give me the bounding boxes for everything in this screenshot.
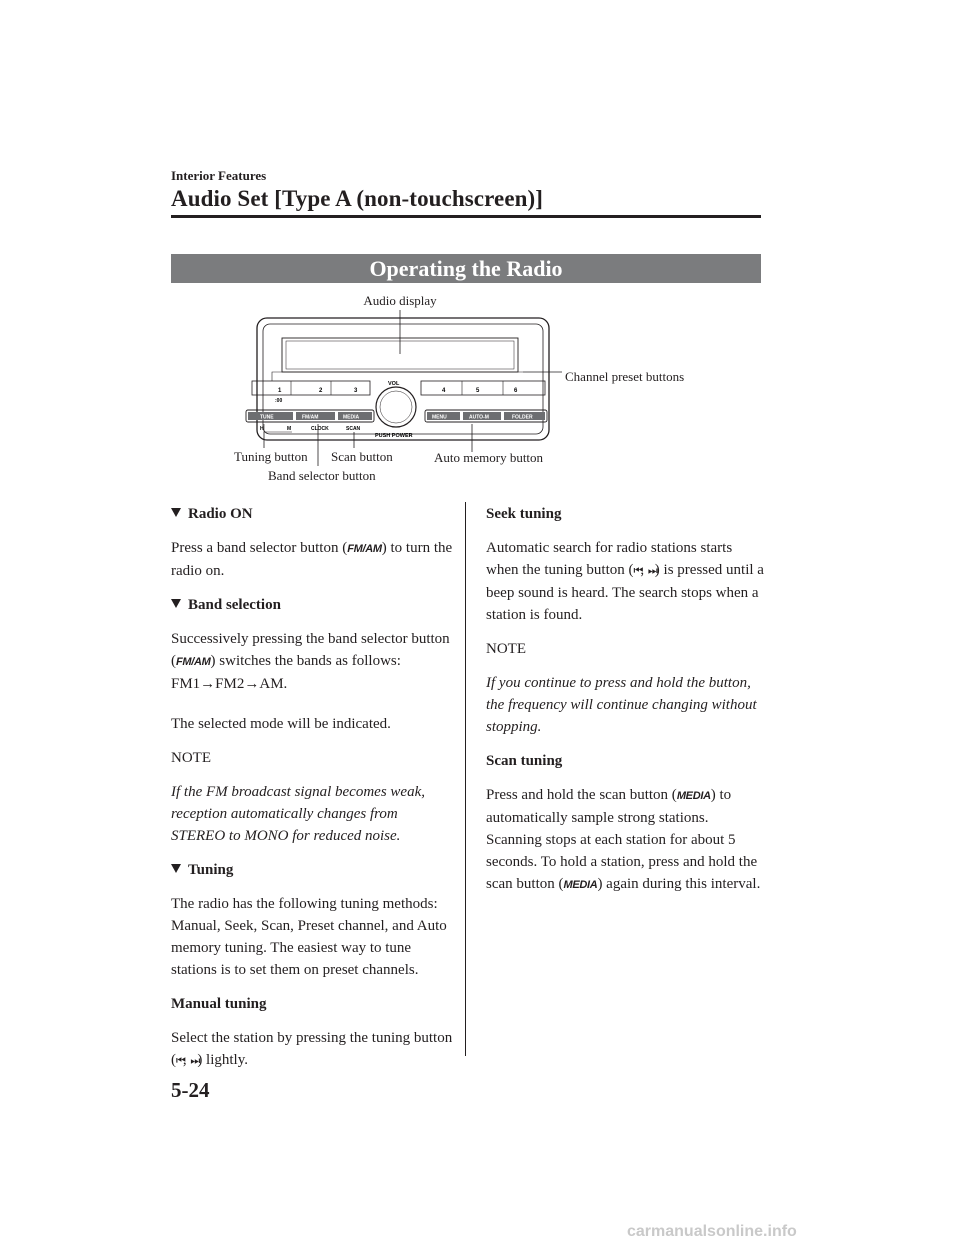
band-selection-text: Successively pressing the band selector button (FM/AM) switches the bands as follows: FM1→FM2→AM. xyxy=(171,631,450,692)
seek-tuning-text: Automatic search for radio stations starts when the tuning button (⏮, ⏭) is pressed until a beep sound is heard. The search stops when a station is found. xyxy=(486,540,764,623)
volume-knob xyxy=(376,387,416,427)
section-label: Interior Features xyxy=(171,168,267,183)
note-label: NOTE xyxy=(171,750,211,766)
preset-label-4: 4 xyxy=(442,388,446,394)
scan-tuning-text: Press and hold the scan button (MEDIA) to automatically sample strong stations. Scanning stops at each station for about 5 seconds. To hold a station, press and hold the scan button (MEDIA) again during this interval. xyxy=(486,784,768,896)
audio-unit-diagram xyxy=(171,284,761,489)
tuning-button-callout: Tuning button xyxy=(234,449,308,464)
down-triangle-icon xyxy=(171,864,181,873)
manual-tuning-heading: Manual tuning xyxy=(171,996,267,1012)
menu-label: MENU xyxy=(432,414,447,421)
page-number: 5-24 xyxy=(171,1078,210,1102)
fmam-button-glyph: FM/AM xyxy=(347,543,382,555)
scan-button-callout: Scan button xyxy=(331,449,393,464)
fmam-label: FM/AM xyxy=(302,414,319,421)
band-selection-heading: Band selection xyxy=(171,594,453,616)
band-selector-callout: Band selector button xyxy=(268,468,376,483)
tune-label: TUNE xyxy=(260,414,274,421)
seek-back-icon: ⏮ xyxy=(176,1054,183,1067)
left-column xyxy=(171,503,453,1084)
down-triangle-icon xyxy=(171,508,181,517)
title-rule xyxy=(171,215,761,218)
automem-label: AUTO-M xyxy=(469,414,489,421)
note-label: NOTE xyxy=(486,641,526,657)
m-label: M xyxy=(287,426,292,432)
auto-memory-callout: Auto memory button xyxy=(434,450,544,465)
audio-display-callout: Audio display xyxy=(363,293,437,308)
preset-label-5: 5 xyxy=(476,388,480,394)
seek-tuning-heading: Seek tuning xyxy=(486,506,562,522)
section-banner: Operating the Radio xyxy=(171,254,761,283)
page-title: Audio Set [Type A (non-touchscreen)] xyxy=(171,186,544,211)
note-text: If the FM broadcast signal becomes weak, reception automatically changes from STEREO to MONO for reduced noise. xyxy=(171,784,425,844)
footer-watermark: carmanualsonline.info xyxy=(627,1223,797,1240)
preset-label-2: 2 xyxy=(319,388,323,394)
media-button-glyph: MEDIA xyxy=(563,879,598,891)
note-text: If you continue to press and hold the button, the frequency will continue changing without stopping. xyxy=(486,675,757,735)
seek-forward-icon: ⏭ xyxy=(190,1054,198,1067)
band-mode-text: The selected mode will be indicated. xyxy=(171,716,391,732)
preset-label-3: 3 xyxy=(354,388,358,394)
channel-preset-callout: Channel preset buttons xyxy=(565,369,685,384)
h-label: H xyxy=(260,426,264,432)
manual-tuning-text: Select the station by pressing the tuning button (⏮, ⏭) lightly. xyxy=(171,1027,453,1072)
push-power-label: PUSH POWER xyxy=(375,433,413,439)
scan-label: SCAN xyxy=(346,426,361,432)
folder-label: FOLDER xyxy=(512,414,533,421)
tuning-text: The radio has the following tuning methods: Manual, Seek, Scan, Preset channel, and Auto memory tuning. The easiest way to tune stations is to set them on preset channels. xyxy=(171,896,447,978)
radio-on-text: Press a band selector button (FM/AM) to turn the radio on. xyxy=(171,540,453,579)
seek-forward-icon: ⏭ xyxy=(647,564,655,577)
fmam-button-glyph: FM/AM xyxy=(176,656,211,668)
clock-label: CLOCK xyxy=(311,426,329,432)
vol-label: VOL xyxy=(388,381,400,387)
media-label: MEDIA xyxy=(343,414,360,421)
column-divider xyxy=(465,502,466,1056)
down-triangle-icon xyxy=(171,599,181,608)
media-button-glyph: MEDIA xyxy=(676,790,711,802)
right-column xyxy=(486,503,768,908)
seek-back-icon: ⏮ xyxy=(633,564,641,577)
scan-tuning-heading: Scan tuning xyxy=(486,753,563,769)
tuning-heading: Tuning xyxy=(171,859,453,881)
time-label: :00 xyxy=(275,398,283,404)
preset-label-6: 6 xyxy=(514,388,518,394)
preset-label-1: 1 xyxy=(278,388,282,394)
radio-on-heading: Radio ON xyxy=(171,503,453,525)
